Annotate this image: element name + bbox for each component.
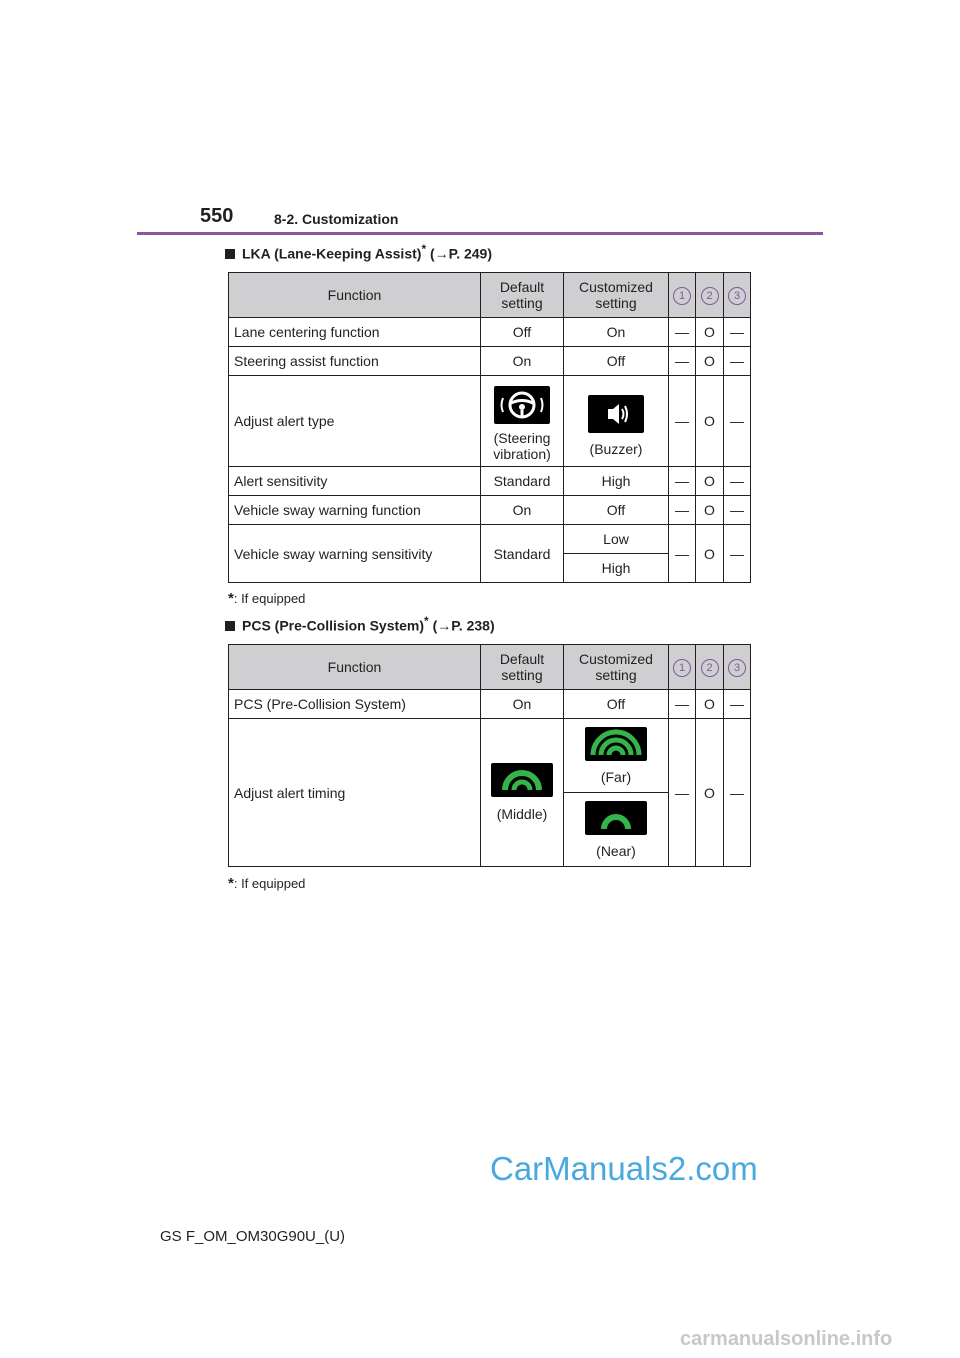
cell-m3: — — [724, 719, 751, 867]
col-3 — [724, 645, 751, 690]
table-row — [229, 318, 751, 347]
table-header-row — [229, 645, 751, 690]
cell-m1: — — [669, 467, 696, 496]
alert-timing-near-label: (Near) — [596, 842, 636, 859]
col-default: Default setting — [481, 645, 564, 690]
cell-function: Adjust alert timing — [229, 719, 481, 867]
cell-default — [481, 376, 564, 467]
table-row — [229, 347, 751, 376]
cell-m1: — — [669, 318, 696, 347]
bullet-square-icon — [225, 249, 235, 259]
table-row — [229, 719, 751, 793]
footnote-star: * — [228, 590, 234, 607]
cell-function: Lane centering function — [229, 318, 481, 347]
table-row — [229, 467, 751, 496]
alert-timing-far-icon — [585, 727, 647, 761]
col-1 — [669, 645, 696, 690]
alert-timing-default-label: (Middle) — [496, 806, 548, 822]
cell-m2: O — [696, 690, 724, 719]
lka-title-star: * — [421, 242, 427, 256]
document-code: GS F_OM_OM30G90U_(U) — [160, 1228, 346, 1245]
cell-m1: — — [669, 347, 696, 376]
pcs-footnote — [228, 875, 305, 892]
pcs-table — [228, 644, 751, 867]
cell-function: Alert sensitivity — [229, 467, 481, 496]
cell-default: Off — [481, 318, 564, 347]
col-function: Function — [229, 645, 481, 690]
footnote-text: : If equipped — [233, 876, 306, 891]
col-default: Default setting — [481, 273, 564, 318]
cell-m3: — — [724, 376, 751, 467]
table-row — [229, 690, 751, 719]
cell-m1: — — [669, 525, 696, 583]
number-2-icon: 2 — [701, 659, 719, 677]
cell-default: On — [481, 690, 564, 719]
number-3-icon: 3 — [728, 659, 746, 677]
cell-default: On — [481, 496, 564, 525]
cell-m3: — — [724, 347, 751, 376]
cell-m3: — — [724, 467, 751, 496]
cell-m2: O — [696, 318, 724, 347]
table-header-row — [229, 273, 751, 318]
pcs-heading — [225, 614, 495, 634]
cell-function: Steering assist function — [229, 347, 481, 376]
cell-m1: — — [669, 719, 696, 867]
cell-custom-b — [564, 793, 669, 867]
footnote-text: : If equipped — [233, 591, 306, 606]
cell-custom: Off — [564, 690, 669, 719]
cell-custom: Off — [564, 496, 669, 525]
cell-default — [481, 719, 564, 867]
number-1-icon: 1 — [673, 659, 691, 677]
footnote-star: * — [228, 875, 234, 892]
col-2 — [696, 645, 724, 690]
cell-m3: — — [724, 690, 751, 719]
alert-timing-near-icon — [585, 801, 647, 835]
cell-custom-b: High — [564, 554, 669, 583]
cell-m3: — — [724, 525, 751, 583]
col-custom: Customized setting — [564, 645, 669, 690]
cell-default: Standard — [481, 467, 564, 496]
lka-title: LKA (Lane-Keeping Assist) — [242, 245, 422, 262]
cell-m1: — — [669, 690, 696, 719]
cell-custom-a: Low — [564, 525, 669, 554]
alert-type-default-label: (Steering vibration) — [493, 430, 551, 462]
bullet-square-icon — [225, 621, 235, 631]
col-custom: Customized setting — [564, 273, 669, 318]
cell-custom: On — [564, 318, 669, 347]
cell-function: Adjust alert type — [229, 376, 481, 467]
table-row — [229, 496, 751, 525]
page-number: 550 — [200, 205, 234, 227]
lka-heading — [225, 242, 492, 262]
speaker-icon — [588, 395, 644, 433]
pcs-title: PCS (Pre-Collision System) — [242, 617, 425, 634]
cell-function: Vehicle sway warning sensitivity — [229, 525, 481, 583]
lka-page-ref[interactable]: (→P. 249) — [430, 245, 492, 262]
col-2 — [696, 273, 724, 318]
steering-wheel-icon — [494, 386, 550, 424]
watermark-logo: CarManuals2.com — [490, 1150, 758, 1187]
cell-m2: O — [696, 376, 724, 467]
header-rule — [137, 232, 823, 235]
number-1-icon: 1 — [673, 287, 691, 305]
number-2-icon: 2 — [701, 287, 719, 305]
cell-custom — [564, 376, 669, 467]
site-watermark: carmanualsonline.info — [680, 1328, 893, 1350]
cell-default: On — [481, 347, 564, 376]
cell-m2: O — [696, 719, 724, 867]
cell-function: Vehicle sway warning function — [229, 496, 481, 525]
cell-m2: O — [696, 496, 724, 525]
table-row — [229, 525, 751, 554]
cell-custom-a — [564, 719, 669, 793]
col-3 — [724, 273, 751, 318]
number-3-icon: 3 — [728, 287, 746, 305]
alert-timing-far-label: (Far) — [600, 768, 632, 785]
cell-m2: O — [696, 525, 724, 583]
cell-m2: O — [696, 347, 724, 376]
col-function: Function — [229, 273, 481, 318]
alert-timing-middle-icon — [491, 763, 553, 797]
pcs-page-ref[interactable]: (→P. 238) — [432, 617, 495, 634]
cell-m1: — — [669, 496, 696, 525]
cell-m3: — — [724, 318, 751, 347]
cell-m2: O — [696, 467, 724, 496]
cell-function: PCS (Pre-Collision System) — [229, 690, 481, 719]
lka-table — [228, 272, 751, 583]
cell-m3: — — [724, 496, 751, 525]
lka-footnote — [228, 590, 305, 607]
section-title: 8-2. Customization — [274, 211, 399, 227]
alert-type-custom-label: (Buzzer) — [589, 441, 643, 457]
cell-default: Standard — [481, 525, 564, 583]
table-row — [229, 376, 751, 467]
cell-custom: High — [564, 467, 669, 496]
cell-custom: Off — [564, 347, 669, 376]
pcs-title-star: * — [424, 614, 429, 628]
col-1 — [669, 273, 696, 318]
cell-m1: — — [669, 376, 696, 467]
